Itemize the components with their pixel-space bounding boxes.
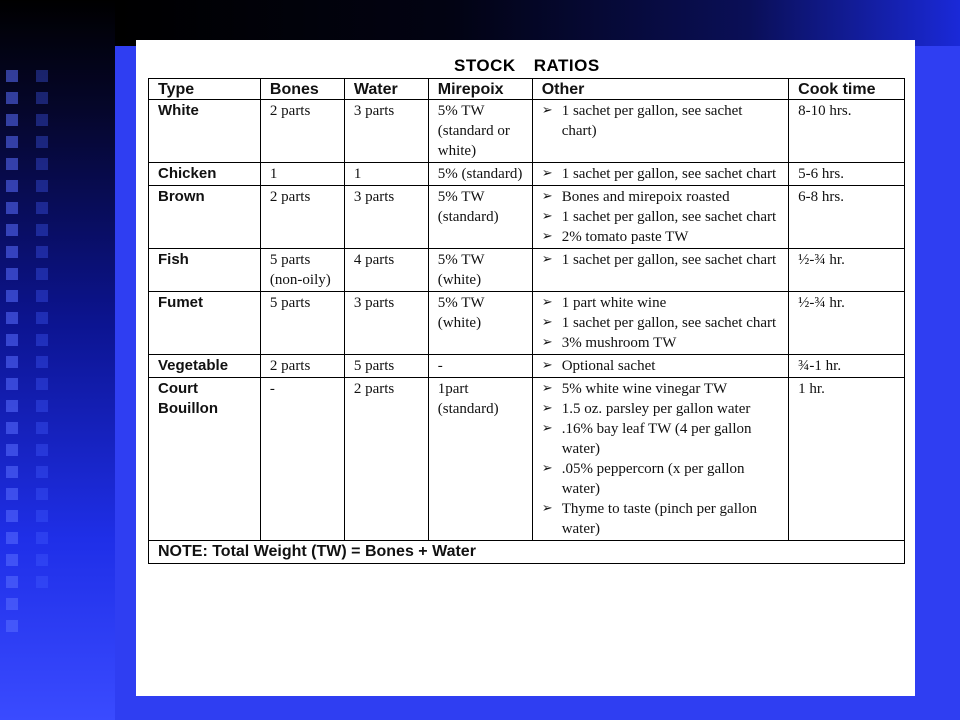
type-cell: Chicken [149,163,261,186]
mirepoix-cell: - [428,355,532,378]
cook-time-cell: 6-8 hrs. [789,186,905,249]
decorative-squares [6,70,20,632]
table-row [149,292,905,355]
mirepoix-cell: 5% TW (standard or white) [428,100,532,163]
type-cell: Fish [149,249,261,292]
other-item: ➢ .05% peppercorn (x per gallon water) [542,459,780,499]
cook-time-cell: ¾-1 hr. [789,355,905,378]
title-right: RATIOS [533,56,600,75]
page-title [454,56,600,76]
cook-time-cell: ½-¾ hr. [789,249,905,292]
bones-cell: 2 parts [260,100,344,163]
other-item: ➢ 1 sachet per gallon, see sachet chart [542,313,780,333]
bones-cell: 5 parts (non-oily) [260,249,344,292]
title-left: STOCK [454,56,516,75]
other-item: ➢ 1 sachet per gallon, see sachet chart [542,164,780,184]
table-row [149,100,905,163]
other-item: ➢ 1 part white wine [542,293,780,313]
header-cook-time: Cook time [789,79,905,100]
cook-time-cell: 8-10 hrs. [789,100,905,163]
mirepoix-cell: 1part (standard) [428,378,532,541]
water-cell: 5 parts [344,355,428,378]
mirepoix-cell: 5% TW (standard) [428,186,532,249]
note: NOTE: Total Weight (TW) = Bones + Water [149,541,905,564]
other-item: ➢ .16% bay leaf TW (4 per gallon water) [542,419,780,459]
note-row [149,541,905,564]
table-row [149,163,905,186]
bones-cell: 2 parts [260,355,344,378]
table-row [149,186,905,249]
other-item: ➢ 1 sachet per gallon, see sachet chart [542,207,780,227]
header-type: Type [149,79,261,100]
water-cell: 2 parts [344,378,428,541]
other-item: ➢ Bones and mirepoix roasted [542,187,780,207]
other-cell [532,249,788,292]
header-other: Other [532,79,788,100]
other-item: ➢ 1.5 oz. parsley per gallon water [542,399,780,419]
mirepoix-cell: 5% TW (white) [428,249,532,292]
type-cell: Vegetable [149,355,261,378]
other-cell [532,292,788,355]
other-list [542,250,780,270]
other-list [542,293,780,353]
other-item: ➢ 1 sachet per gallon, see sachet chart) [542,101,780,141]
water-cell: 3 parts [344,292,428,355]
other-item: ➢ Optional sachet [542,356,780,376]
bones-cell: 1 [260,163,344,186]
other-cell [532,163,788,186]
other-list [542,101,780,141]
water-cell: 1 [344,163,428,186]
water-cell: 3 parts [344,100,428,163]
other-item: ➢ 3% mushroom TW [542,333,780,353]
table-row [149,378,905,541]
header-bones: Bones [260,79,344,100]
other-list [542,187,780,247]
other-item: ➢ 2% tomato paste TW [542,227,780,247]
type-cell: Court Bouillon [149,378,261,541]
other-item: ➢ Thyme to taste (pinch per gallon water) [542,499,780,539]
cook-time-cell: ½-¾ hr. [789,292,905,355]
table-header-row [149,79,905,100]
bones-cell: 2 parts [260,186,344,249]
other-cell [532,355,788,378]
other-item: ➢ 5% white wine vinegar TW [542,379,780,399]
water-cell: 3 parts [344,186,428,249]
table-row [149,355,905,378]
type-cell: White [149,100,261,163]
stock-ratios-table [148,78,905,564]
table-row [149,249,905,292]
other-cell [532,378,788,541]
mirepoix-cell: 5% TW (white) [428,292,532,355]
decorative-squares-faint [36,70,50,588]
header-mirepoix: Mirepoix [428,79,532,100]
other-cell [532,186,788,249]
mirepoix-cell: 5% (standard) [428,163,532,186]
water-cell: 4 parts [344,249,428,292]
bones-cell: - [260,378,344,541]
bones-cell: 5 parts [260,292,344,355]
cook-time-cell: 5-6 hrs. [789,163,905,186]
other-list [542,164,780,184]
other-cell [532,100,788,163]
type-cell: Brown [149,186,261,249]
other-item: ➢ 1 sachet per gallon, see sachet chart [542,250,780,270]
cook-time-cell: 1 hr. [789,378,905,541]
header-water: Water [344,79,428,100]
other-list [542,356,780,376]
type-cell: Fumet [149,292,261,355]
other-list [542,379,780,539]
